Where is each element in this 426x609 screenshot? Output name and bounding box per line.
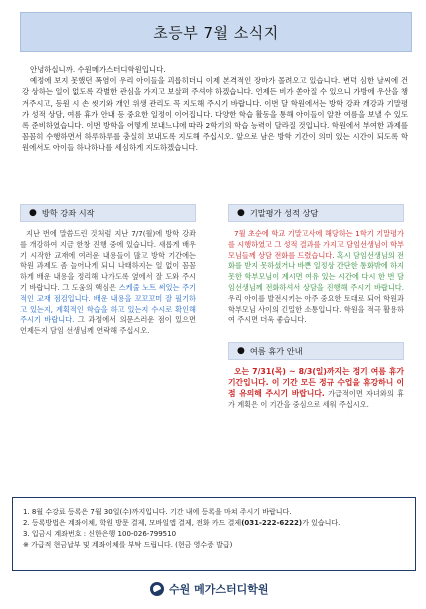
grade-consult-plain-text: 우리 아이를 발전시키는 아주 중요한 토대로 되어 학원과 학부모님 사이의 긴밀한 소통입니다. 학원을 적극 활용하여 주시면 더욱 좋습니다. — [228, 293, 404, 325]
right-column — [228, 204, 404, 410]
vacation-course-text — [20, 229, 196, 337]
notice-line-2-text: 2. 등록방법은 계좌이체, 학원 방문 결제, 모바일앱 결제, 전화 카드 결제 — [23, 519, 242, 527]
vacation-course-highlight: 스케줄 노트 써있는 주기적인 교재 점검입니다. 배운 내용을 꼬꼬꼬미 잘 필기하고 있는지, 계획적인 학습을 하고 있는지 수시로 확인해 주시기 바랍니다. — [20, 282, 196, 325]
grade-consult-green-text: 혹시 담임선생님의 전화를 받지 못하셨거나 바쁜 일정상 간단한 통화밖에 하지 못한 학부모님이 계시면 여유 있는 시간에 다시 한 번 담임선생님께 전화하셔서 상담을 진행해 주시기 바랍니다. — [228, 250, 404, 292]
notice-line-2-end: 가 있습니다. — [302, 519, 341, 527]
intro-body: 예정에 보지 못했던 폭염이 우리 아이들을 괴롭히더니 이제 본격적인 장마가 몰려오고 있습니다. 변덕 심한 날씨에 건강 상하는 일이 없도록 각별한 관심을 가지고 보살펴 주셔야 하겠습니다. 언제든 비가 쏟아질 수 있으니 가방에 우산을 챙겨주시고, 등원 시 손 씻기와 개인 위생 관리도 꼭 지도해 주시기 바랍니다. 이번 달 학원에서는 방학 강좌 개강과 기말평가 성적 상담, 여름 휴가 안내 등 중요한 일정이 이어집니다. 다양한 학습 활동을 통해 아이들이 알찬 여름을 보낼 수 있도록 준비하였습니다. 이번 방학을 어떻게 보내느냐에 따라 2학기의 학습 능력이 달라질 것입니다. 학원에서 부여한 과제를 꼼꼼히 수행하면서 하루하루를 충실히 보내도록 지도해 주십시오. 앞으로 남은 방학 기간이 의미 있는 시간이 되도록 학원에서도 아이들 하나하나를 세심하게 지도하겠습니다. — [22, 76, 408, 153]
grade-consult-text — [228, 229, 404, 326]
notice-phone-number: (031-222-6222) — [241, 519, 303, 527]
summer-vacation-text — [228, 367, 404, 410]
section-header-grade-consult — [228, 204, 404, 222]
footer-logo — [150, 578, 268, 600]
notice-line-3: 3. 입금시 계좌번호 : 신한은행 100-026-799510 — [23, 530, 177, 538]
grade-consult-red-text: 7월 초순에 학교 기말고사에 해당하는 1학기 기말평가를 시행하였고 그 성적 결과를 가지고 담임선생님이 학부모님들께 상담 전화를 드렸습니다. — [228, 229, 404, 260]
vacation-course-text-part2: 그 과정에서 의문스러운 점이 있으면 언제든지 담임 선생님께 연락해 주십시오. — [20, 315, 196, 336]
bullet-icon: ● — [29, 207, 37, 218]
bullet-icon: ● — [237, 207, 245, 218]
notice-line-1: 1. 8월 수강료 등록은 7월 30일(수)까지입니다. 기간 내에 등록을 마쳐 주시기 바랍니다. — [23, 508, 292, 516]
bullet-icon: ● — [237, 345, 245, 356]
left-column — [20, 204, 196, 337]
title-banner — [20, 12, 412, 52]
section-header-vacation-course — [20, 204, 196, 222]
intro-greeting: 안녕하십니까. 수원메가스터디학원입니다. — [30, 65, 166, 74]
summer-vacation-plain-text: 가급적이면 자녀와의 휴가 계획은 이 기간을 중심으로 세워 주십시오. — [228, 388, 404, 409]
section-header-summer-vacation — [228, 342, 404, 360]
section-title: 기말평가 성적 상담 — [249, 207, 319, 218]
intro-letter — [22, 64, 408, 154]
section-title: 여름 휴가 안내 — [249, 345, 303, 356]
notice-box — [12, 497, 416, 571]
notice-line-2 — [23, 518, 405, 529]
vacation-course-text-part1: 지난 번에 말씀드린 것처럼 지난 7/7(월)에 방학 강좌를 개강하여 지금 한창 진행 중에 있습니다. 새롭게 배우기 시작한 교재에 여러운 내용들이 많고 방학 기간에는 학원 과제도 좀 늘어나게 되니 나태하지는 일 없이 꼼꼼하게 배운 내용을 정리해 나가도록 옆에서 잘 도와 주시기 바랍니다. 그 도움의 핵심은 — [20, 229, 196, 292]
logo-text: 수원 메가스터디학원 — [169, 583, 269, 596]
page-title: 초등부 7월 소식지 — [153, 23, 279, 42]
section-title: 방학 강좌 시작 — [41, 207, 95, 218]
summer-vacation-section — [228, 342, 404, 410]
summer-vacation-bold-text: 오는 7/31(목) ~ 8/3(일)까지는 정기 여름 휴가 기간입니다. 이 기간 모든 정규 수업을 휴강하니 이 점 유의해 주시기 바랍니다. — [228, 367, 404, 398]
notice-line-4: ※ 가급적 현금납부 및 계좌이체를 부탁 드립니다. (현금 영수증 발급) — [23, 541, 233, 549]
academy-logo-icon — [150, 582, 164, 596]
